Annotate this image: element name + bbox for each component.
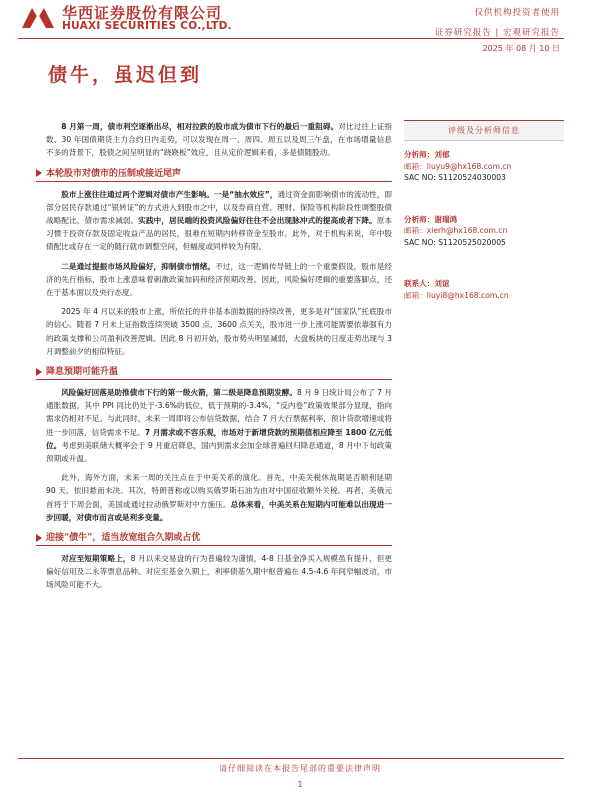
- body-text: 对比过往上证指数、30 年国债期货主力合约日内走势，可以发现在周一、周四、周五以及周三午盘，在市场增量信息不多的背景下，股债之间呈明显的“跷跷板”效应，且从定价逻辑来看，多是债随股动。: [46, 122, 392, 158]
- section-heading: [36, 364, 392, 380]
- body-paragraph: [46, 120, 392, 160]
- section-heading-text: 本轮股市对债市的压制或接近尾声: [46, 168, 182, 179]
- report-title: 债牛，虽迟但到: [48, 64, 203, 86]
- page-number: 1: [297, 780, 303, 789]
- body-paragraph: [46, 552, 392, 592]
- section-heading: [36, 166, 392, 182]
- analyst-card: [404, 214, 564, 249]
- analyst-sac: SAC NO: S1120524030003: [404, 173, 506, 182]
- report-date: 2025 年 08 月 10 日: [482, 44, 560, 53]
- main-content: [46, 120, 392, 598]
- analyst-card: [404, 278, 564, 301]
- analyst-name: 分析师：刘郁: [404, 150, 450, 159]
- emphasis-text: 总体来看，中美关系在短期内可能难以出现进一步回暖，对债市而言或是利多变量。: [46, 499, 393, 522]
- analyst-email[interactable]: 邮箱：xierh@hx168.com.cn: [404, 226, 508, 235]
- body-paragraph: [46, 386, 392, 465]
- section-heading-text: 降息预期可能升温: [46, 367, 119, 378]
- section-heading: [36, 530, 392, 546]
- emphasis-text: 风险偏好回落是助推债市下行的第一级火箭，第二级是降息预期发酵。: [61, 388, 297, 398]
- huaxi-logo-icon: [20, 4, 56, 30]
- analyst-card: [404, 149, 564, 184]
- analyst-spacer: [404, 184, 564, 206]
- emphasis-text: 7 月需求或不容乐观，市场对于新增贷款的预期值相应降至 1800 亿元低位。: [46, 427, 392, 450]
- body-paragraph: [46, 305, 392, 358]
- body-text: 此外，海外方面，未来一周的关注点在于中美关系的演化。首先，中美关税休战期是否顺利延期 90 天，依旧悬而未决。其次，特朗普称或以购买俄罗斯石油为由对中国征收额外关税。再者，美俄元首将于下周会面，美国或通过拉动俄罗斯对中方施压。: [46, 473, 392, 509]
- header-divider: [18, 38, 564, 39]
- report-category: 证券研究报告 | 宏观研究报告: [434, 28, 560, 38]
- audience-tag: 仅供机构投资者使用: [474, 8, 560, 18]
- body-text: 8 月以来交易盘的行为普遍较为谨慎，4-8 日基金净买入规模虽有提升，但更偏好信用及二永等票息品种。对应至基金久期上，利率债基久期中枢普遍在 4.5-4.6 年间窄幅波动，市场风险可能不大。: [46, 554, 393, 590]
- section-triangle-icon: [36, 169, 42, 177]
- analyst-sidebar: [404, 120, 564, 301]
- body-paragraph: [46, 188, 392, 254]
- legal-disclaimer: 请仔细阅读在本报告尾部的重要法律声明: [219, 764, 381, 773]
- analyst-spacer: [404, 248, 564, 270]
- brand-name-en: HUAXI SECURITIES CO.,LTD.: [62, 20, 232, 32]
- analyst-name: 联系人：刘谊: [404, 279, 450, 288]
- section-triangle-icon: [36, 534, 42, 542]
- analyst-email[interactable]: 邮箱：liuyu9@hx168.com.cn: [404, 161, 512, 171]
- emphasis-text: 8 月第一周，债市利空逐渐出尽，相对拉跌的股市成为债市下行的最后一重阻碍。: [61, 122, 339, 131]
- section-heading-text: 迎接“债牛”，适当放宽组合久期或占优: [46, 533, 201, 544]
- emphasis-text: 实践中，居民端的投资风险偏好往往不会出现脉冲式的提高或者下降。: [138, 216, 377, 226]
- body-text: 通过资金面影响债市的流动性，即部分居民存款通过“银转证”的方式进入到股市之中，以及券商自营、理财、保险等机构阶段性调整股债战略配比，债市需求减弱。: [46, 189, 393, 226]
- analyst-list: [404, 149, 564, 301]
- emphasis-text: 二是通过提振市场风险偏好，抑制债市情绪。: [61, 261, 216, 271]
- brand-name-cn: 华西证券股份有限公司: [62, 4, 223, 22]
- body-paragraph: [46, 260, 392, 300]
- sidebar-heading: 评级及分析师信息: [404, 120, 564, 141]
- emphasis-text: 股市上涨往往通过两个逻辑对债市产生影响。一是“抽水效应”，: [61, 189, 278, 199]
- body-text: 原本习惯于投资存款及固定收益产品的居民，很难在短期内转移资金至股市。此外，对于机构来说，年中股债配比或存在一定的随行就市调整空间，但幅度或同样较为有限。: [46, 216, 393, 252]
- body-text: 8 月 9 日统计局公布了 7 月通胀数据，其中 PPI 同比仍处于-3.6%的低位，低于预期的-3.4%，“反内卷”政策效果部分显现，指向需求仍相对不足。与此同时，未来一周即将公布信贷数据，结合 7 月大行票据利率，预计贷款增速或将进一步回落，信贷需求不足。: [46, 388, 393, 437]
- body-text: 不过，这一逻辑传导链上的一个重要假设，股市是经济的先行指标，股市上涨意味着刺激政策加码和经济预期改善。因此，风险偏好逻辑的重要落脚点，还在于基本面以及央行态度。: [46, 261, 393, 298]
- analyst-name: 分析师：谢瑞鸿: [404, 214, 458, 224]
- section-triangle-icon: [36, 368, 42, 376]
- body-paragraph: [46, 471, 392, 524]
- footer-divider: [18, 758, 564, 759]
- analyst-email[interactable]: 邮箱：liuyi8@hx168.com.cn: [404, 290, 509, 300]
- analyst-sac: SAC NO: S1120525020005: [404, 237, 506, 247]
- body-text: 2025 年 4 月以来的股市上涨，所依托的并非基本面数据的持续改善，更多是对“国家队”托底股市的信心。随着 7 月末上证指数连续突破 3500 点、3600 点关关，股市进一步上涨可能需要依靠强有力的政策支撑和公司盈利改善逻辑。因此 8 月初开始，股市势头明显减弱，大盘板块的日度走势出现与 3 月调整前夕的相似特征。: [46, 307, 392, 356]
- emphasis-text: 对应至短期策略上，: [61, 554, 131, 564]
- body-text: 考虑到美联储大概率会于 9 月重启降息，国内到需求会加全球普遍回归降息通道，8 月中下旬政策预期或升温。: [46, 440, 393, 464]
